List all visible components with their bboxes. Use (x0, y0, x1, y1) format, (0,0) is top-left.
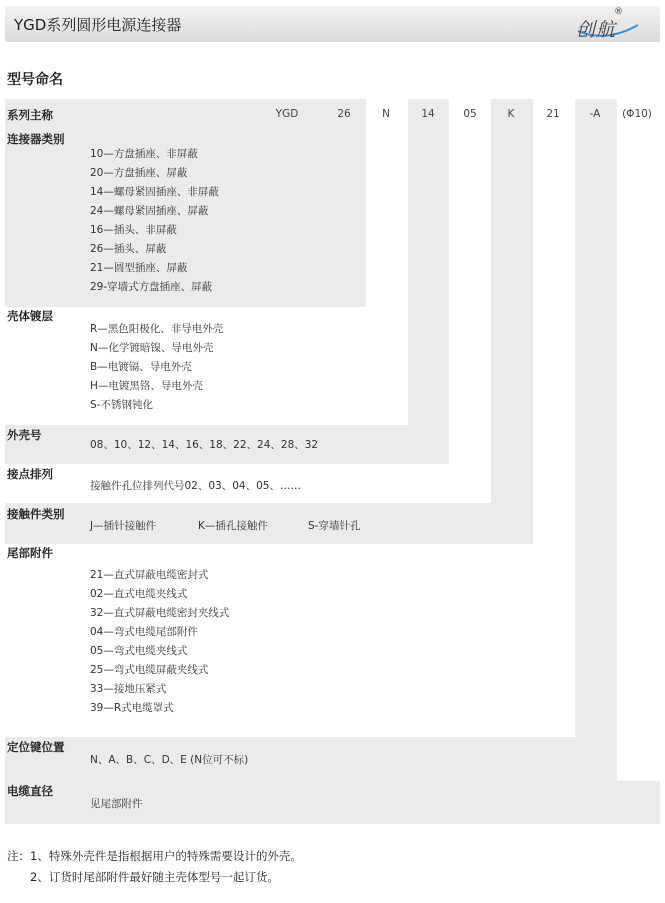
list-item: R—黑色阳极化、非导电外壳 (90, 323, 224, 335)
list-item: 21—圆型插座、屏蔽 (90, 262, 188, 274)
section-label-key-position: 定位键位置 (7, 740, 65, 754)
section-label-shell-plating: 壳体镀层 (7, 309, 53, 323)
list-item: S-不锈钢钝化 (90, 399, 153, 411)
list-item: 08、10、12、14、16、18、22、24、28、32 (90, 439, 319, 451)
list-item: 接触件孔位排列代号02、03、04、05、…… (90, 480, 301, 492)
page-title: YGD系列圆形电源连接器 (14, 16, 182, 34)
section-label-cable-diameter: 电缆直径 (7, 784, 53, 798)
brand-logo (576, 9, 642, 39)
list-item: 32—直式屏蔽电缆密封夹线式 (90, 607, 230, 619)
list-item: 25—弯式电缆屏蔽夹线式 (90, 664, 209, 676)
list-item: 16—插头、非屏蔽 (90, 224, 177, 236)
list-item: 29-穿墙式方盘插座、屏蔽 (90, 281, 213, 293)
list-item: 见尾部附件 (90, 798, 143, 810)
code-phi10: (Φ10) (622, 108, 652, 120)
list-item: 26—插头、屏蔽 (90, 243, 167, 255)
section-label-rear-accessory: 尾部附件 (7, 546, 53, 560)
list-item: 05—弯式电缆夹线式 (90, 645, 188, 657)
code-21: 21 (546, 108, 560, 120)
code-a: -A (589, 108, 601, 120)
code-14: 14 (421, 108, 435, 120)
list-item: 04—弯式电缆尾部附件 (90, 626, 198, 638)
section-label-contact-arrangement: 接点排列 (7, 467, 53, 481)
series-label: 系列主称 (7, 108, 53, 122)
registered-mark: ® (614, 7, 623, 17)
list-item: H—电镀黑铬、导电外壳 (90, 380, 203, 392)
list-item: 39—R式电缆罩式 (90, 702, 174, 714)
list-item: N、A、B、C、D、E (N位可不标) (90, 754, 249, 766)
section-label-connector-type: 连接器类别 (7, 132, 65, 146)
list-item: 33—接地压紧式 (90, 683, 167, 695)
section-title: 型号命名 (7, 72, 63, 88)
code-05: 05 (463, 108, 477, 120)
code-ygd: YGD (275, 108, 299, 120)
list-item: 21—直式屏蔽电缆密封式 (90, 569, 209, 581)
list-item: B—电镀镉、导电外壳 (90, 361, 192, 373)
footnote: 注：1、特殊外壳件是指根据用户的特殊需要设计的外壳。 (7, 849, 302, 863)
list-item: N—化学镀暗镍、导电外壳 (90, 342, 214, 354)
band-col-14 (408, 99, 449, 425)
code-26: 26 (337, 108, 351, 120)
band-col-a (575, 99, 617, 781)
section-label-shell-number: 外壳号 (7, 428, 42, 442)
list-item: 24—螺母紧固插座、屏蔽 (90, 205, 209, 217)
list-item: 20—方盘插座、屏蔽 (90, 167, 188, 179)
band-col-k (491, 99, 533, 503)
footnote: 2、订货时尾部附件最好随主壳体型号一起订货。 (30, 870, 279, 884)
code-k: K (507, 108, 515, 120)
list-item: 14—螺母紧固插座、非屏蔽 (90, 186, 219, 198)
list-item: K—插孔接触件 (198, 520, 268, 532)
list-item: S-穿墙针孔 (308, 520, 361, 532)
list-item: J—插针接触件 (90, 520, 157, 532)
code-n: N (382, 108, 390, 120)
section-label-contact-type: 接触件类别 (7, 507, 65, 521)
list-item: 10—方盘插座、非屏蔽 (90, 148, 198, 160)
logo-text: 创航 (576, 19, 617, 41)
band-contact-type (5, 503, 533, 544)
list-item: 02—直式电缆夹线式 (90, 588, 188, 600)
